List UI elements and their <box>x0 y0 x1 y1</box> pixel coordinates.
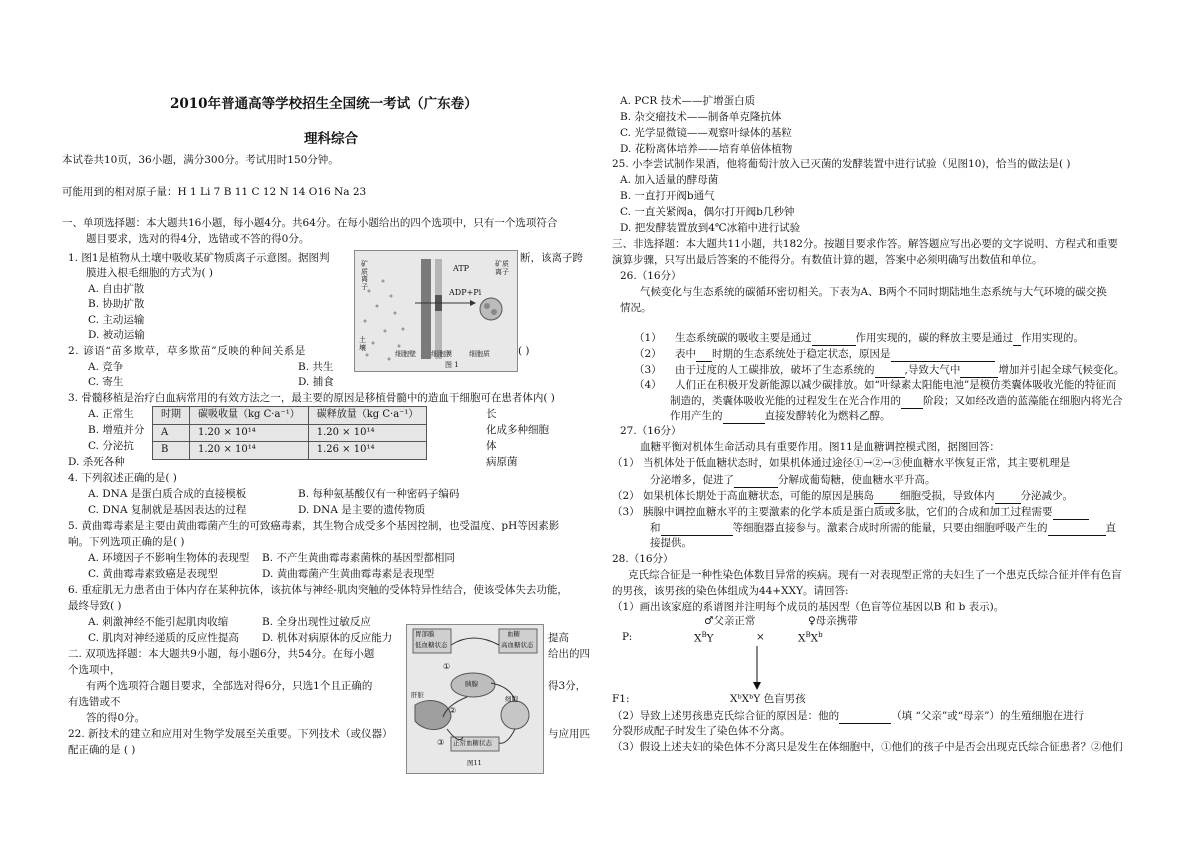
carbon-exchange-table <box>152 406 427 460</box>
q26-item-4-cont2 <box>670 408 891 424</box>
pedigree-father-genotype: $X^BY$ <box>694 631 714 645</box>
answer-blank[interactable] <box>1013 330 1021 346</box>
item-text: 和 <box>650 522 661 534</box>
item-text: 人们正在积极开发新能源以减少碳排放。如“叶绿素太阳能电池”是模仿类囊体吸收光能的特征而 <box>675 379 1117 391</box>
q1-option-d: D. 被动运输 <box>88 329 145 341</box>
q6-option-d: D. 机体对病原体的反应能力 <box>262 632 393 644</box>
section-2-header: 二. 双项选择题：本大题共9小题，每小题6分，共54分。在每小题 <box>68 648 375 660</box>
q25-option-d: D. 把发酵装置放到4℃冰箱中进行试验 <box>620 222 801 234</box>
item-text: 直接发酵转化为燃料乙醇。 <box>764 410 891 422</box>
q22-stem: 22. 新技术的建立和应用对生物学发展至关重要。下列技术（或仪器） <box>68 728 393 740</box>
item-text: （2）导致上述男孩患克氏综合征的原因是：他的 <box>612 710 840 722</box>
q27-part-2 <box>612 488 1073 504</box>
q26-item-2 <box>634 346 995 362</box>
table-header-row <box>153 407 427 425</box>
pedigree-father-label: ♂父亲正常 <box>704 615 756 627</box>
q4-option-d: D. DNA 是主要的遗传物质 <box>298 504 426 516</box>
q2-bracket: ( ) <box>518 345 530 357</box>
table-cell: 1.20 × 10¹⁴ <box>308 424 427 442</box>
q1-stem-tail: 断，该离子跨 <box>520 252 583 264</box>
fig11-route-2: ② <box>449 706 457 715</box>
section-1-header: 一、单项选择题：本大题共16小题，每小题4分。共64分。在每小题给出的四个选项中，只有一个选项符合 <box>62 217 558 229</box>
q2-stem: 2. 谚语“苗多欺草，草多欺苗”反映的种间关系是 <box>68 345 306 357</box>
section-2-header-2: 个选项中， <box>68 664 121 676</box>
q1-stem-cont: 膜进入根毛细胞的方式为( ) <box>86 267 214 279</box>
item-text: 时期的生态系统处于稳定状态，原因是 <box>712 348 891 360</box>
answer-blank[interactable] <box>960 362 998 378</box>
fig11-caption: 图11 <box>467 759 482 767</box>
answer-blank[interactable] <box>812 330 856 346</box>
q2-option-c: C. 寄生 <box>88 376 124 388</box>
q26-intro-cont: 情况。 <box>620 302 652 314</box>
fig1-label-adp: ADP+Pi <box>449 288 482 297</box>
q3-option-b: B. 增殖并分 <box>88 424 145 436</box>
paper-subtitle: 理科综合 <box>304 131 358 147</box>
q25-option-c: C. 一直关紧阀a，偶尔打开阀b几秒钟 <box>620 206 795 218</box>
q27-part-1: （1） 当机体处于低血糖状态时，如果机体通过途径①→②→③使血糖水平恢复正常，其主要机理是 <box>612 457 1071 469</box>
atomic-mass-line: 可能用到的相对原子量：H 1 Li 7 B 11 C 12 N 14 O16 Na 23 <box>62 186 367 198</box>
section-2-header-3: 有两个选项符合题目要求，全部选对得6分，只选1个且正确的 <box>86 680 373 692</box>
q28-part-2 <box>612 708 1084 724</box>
fig1-label-soil: 土壤 <box>359 336 366 352</box>
q26-item-3 <box>634 362 1124 378</box>
q5-stem-cont: 响。下列选项正确的是( ) <box>68 536 185 548</box>
q26-header: 26.（16分） <box>620 270 682 282</box>
q4-stem: 4. 下列叙述正确的是( ) <box>68 472 177 484</box>
q28-part-2-cont: 分裂形成配子时发生了染色体不分离。 <box>612 725 791 737</box>
q22-option-c: C. 光学显微镜——观察叶绿体的基粒 <box>620 127 792 139</box>
fig1-label-cell-wall: 细胞壁 <box>395 350 416 358</box>
q3-option-d-tail: 病原菌 <box>486 456 518 468</box>
q3-option-b-tail: 化成多种细胞 <box>486 424 549 436</box>
table-cell: 1.20 × 10¹⁴ <box>190 424 309 442</box>
fig1-label-cell-membrane: 细胞膜 <box>431 350 452 358</box>
item-text: 生态系统碳的吸收主要是通过 <box>675 332 812 344</box>
fig11-label-liver: 肝脏 <box>411 691 424 699</box>
fig1-caption: 图 1 <box>445 361 459 369</box>
section-2-header-tail: 给出的四 <box>548 648 590 660</box>
q26-item-1 <box>634 330 1084 346</box>
q1-stem: 1. 图1是植物从土壤中吸收某矿物质离子示意图。据图判 <box>68 252 330 264</box>
item-number: （3） <box>634 364 662 376</box>
section-1-header-cont: 题目要求，选对的得4分，选错或不答的得0分。 <box>86 233 310 245</box>
item-text: 由于过度的人工碳排放，破坏了生态系统的 <box>675 364 875 376</box>
intro-text: 本试卷共10页，36小题，满分300分。考试用时150分钟。 <box>62 154 339 166</box>
q3-option-c-tail: 体 <box>486 440 497 452</box>
q6-stem-cont: 最终导致( ) <box>68 600 122 612</box>
answer-blank[interactable] <box>875 362 905 378</box>
table-cell: B <box>153 442 190 460</box>
answer-blank[interactable] <box>891 346 995 362</box>
q3-option-a: A. 正常生 <box>88 408 134 420</box>
q5-option-c: C. 黄曲霉毒素致癌是表现型 <box>88 568 218 580</box>
answer-blank[interactable] <box>661 520 733 536</box>
item-text: 细胞受损，导致体内 <box>900 490 995 502</box>
pedigree-mother-genotype: $X^BX^b$ <box>798 631 823 645</box>
q27-part-1-cont <box>650 472 936 488</box>
q28-part-1: （1）画出该家庭的系谱图并注明每个成员的基因型（色盲等位基因以B 和 b 表示)。 <box>612 601 1005 613</box>
table-cell: 1.26 × 10¹⁴ <box>308 442 427 460</box>
answer-blank[interactable] <box>901 393 923 409</box>
q1-option-b: B. 协助扩散 <box>88 298 145 310</box>
item-text: 表中 <box>675 348 697 360</box>
q6-option-c: C. 肌肉对神经递质的反应性提高 <box>88 632 239 644</box>
section-2-header-3-tail: 得3分， <box>548 680 587 692</box>
q27-part-3-cont <box>650 520 1116 536</box>
item-text: （3） 胰腺中调控血糖水平的主要激素的化学本质是蛋白质或多肽，它们的合成和加工过程需要 <box>612 506 1053 518</box>
item-text: 制造的，类囊体吸收光能的过程发生在光合作用的 <box>670 395 901 407</box>
q27-header: 27.（16分） <box>620 425 682 437</box>
item-text: 分解成葡萄糖，使血糖水平升高。 <box>778 474 936 486</box>
q3-stem: 3. 骨髓移植是治疗白血病常用的有效方法之一，最主要的原因是移植骨髓中的造血干细胞可在患者体内( ) <box>68 392 555 404</box>
q4-option-c: C. DNA 复制就是基因表达的过程 <box>88 504 247 516</box>
q1-option-a: A. 自由扩散 <box>88 283 145 295</box>
table-cell: A <box>153 424 190 442</box>
q28-part-3: （3）假设上述夫妇的染色体不分离只是发生在体细胞中，①他们的孩子中是否会出现克氏综合征患者？②他们 <box>612 741 1123 753</box>
item-text: 作用实现的。 <box>1021 332 1085 344</box>
fig1-label-cytoplasm: 细胞质 <box>469 350 490 358</box>
q3-option-d: D. 杀死各种 <box>68 456 125 468</box>
q26-intro: 气候变化与生态系统的碳循环密切相关。下表为A、B两个不同时期陆地生态系统与大气环境的碳交换 <box>640 286 1107 298</box>
item-text: 作用产生的 <box>670 410 723 422</box>
q2-option-b: B. 共生 <box>298 361 334 373</box>
pedigree-cross: × <box>756 631 765 643</box>
q28-intro-cont: 的男孩，该男孩的染色体组成为44+XXY。请回答: <box>612 585 849 597</box>
fig11-label-stomach: 胃部膜 <box>415 630 435 638</box>
q5-option-d: D. 黄曲霉菌产生黄曲霉毒素是表现型 <box>262 568 435 580</box>
item-text: 作用实现的，碳的释放主要是通过 <box>855 332 1014 344</box>
item-text: 等细胞器直接参与。激素合成时所需的能量，只要由细胞呼吸产生的 <box>732 522 1048 534</box>
q22-option-b: B. 杂交瘤技术——制备单克隆抗体 <box>620 111 782 123</box>
fig1-label-atp: ATP <box>453 264 470 273</box>
q2-option-d: D. 捕食 <box>298 376 334 388</box>
item-text: ,导致大气中 <box>904 364 961 376</box>
q28-intro: 克氏综合征是一种性染色体数目异常的疾病。现有一对表现型正常的夫妇生了一个患克氏综合征并伴有色盲 <box>628 569 1122 581</box>
fig11-route-3: ③ <box>437 738 445 747</box>
q25-stem: 25. 小李尝试制作果酒，他将葡萄汁放入已灭菌的发酵装置中进行试验（见图10)，恰当的做法是( ) <box>612 158 1071 170</box>
answer-blank[interactable] <box>723 408 765 424</box>
item-text: 分泌减少。 <box>1020 490 1074 502</box>
fig11-label-low-glucose: 低血糖状态 <box>415 641 448 649</box>
table-row <box>153 442 427 460</box>
item-text: （填 “父亲”或“母亲”）的生殖细胞在进行 <box>891 710 1084 722</box>
q5-stem: 5. 黄曲霉毒素是主要由黄曲霉菌产生的可致癌毒素，其生物合成受多个基因控制，也受温度、pH等因素影 <box>68 520 560 532</box>
item-number: （4） <box>634 379 662 391</box>
table-cell: 1.20 × 10¹⁴ <box>190 442 309 460</box>
figure-11 <box>406 624 544 774</box>
pedigree-p-label: P: <box>622 631 633 643</box>
table-header-absorb: 碳吸收量（kg C·a⁻¹） <box>190 407 309 425</box>
q6-option-a: A. 刺激神经不能引起肌肉收缩 <box>88 616 229 628</box>
q3-option-c: C. 分泌抗 <box>88 440 134 452</box>
pedigree-f1-label: F1: <box>612 693 630 705</box>
fig11-label-high-glucose: 高血糖状态 <box>501 641 534 649</box>
q22-stem-cont: 配正确的是 ( ) <box>68 744 136 756</box>
pedigree-child: XᵇXᵇY 色盲男孩 <box>730 693 806 705</box>
fig11-route-1: ① <box>443 662 451 671</box>
q6-option-b: B. 全身出现性过敏反应 <box>262 616 371 628</box>
section-2-header-4: 有选错或不 <box>68 696 121 708</box>
item-number: （1） <box>634 332 662 344</box>
answer-blank[interactable] <box>734 472 778 488</box>
q4-option-a: A. DNA 是蛋白质合成的直接模板 <box>88 488 247 500</box>
q6-option-d-tail: 提高 <box>548 632 569 644</box>
q28-header: 28.（16分） <box>612 553 674 565</box>
answer-blank[interactable] <box>1053 504 1089 520</box>
q26-item-4 <box>634 378 1116 393</box>
q25-option-b: B. 一直打开阀b通气 <box>620 190 715 202</box>
answer-blank[interactable] <box>839 708 891 724</box>
answer-blank[interactable] <box>995 488 1021 504</box>
pedigree-arrow <box>751 646 763 690</box>
table-header-period: 时期 <box>153 407 190 425</box>
figure-1 <box>354 250 518 372</box>
q1-option-c: C. 主动运输 <box>88 314 145 326</box>
q26-item-4-cont <box>670 393 1123 409</box>
answer-blank[interactable] <box>696 346 712 362</box>
fig11-label-pancreas: 胰腺 <box>465 680 478 688</box>
q22-option-d: D. 花粉离体培养——培育单倍体植物 <box>620 143 793 155</box>
q6-stem: 6. 重症肌无力患者由于体内存在某种抗体，该抗体与神经-肌肉突触的受体特异性结合，使该受体失去功能， <box>68 584 568 596</box>
answer-blank[interactable] <box>1048 520 1106 536</box>
item-text: （2） 如果机体长期处于高血糖状态，可能的原因是胰岛 <box>612 490 875 502</box>
item-number: （2） <box>634 348 662 360</box>
q3-option-a-tail: 长 <box>486 408 497 420</box>
carbon-table-wrap <box>152 406 427 460</box>
fig11-label-glucose: 血糖 <box>507 630 520 638</box>
q25-option-a: A. 加入适量的酵母菌 <box>620 174 719 186</box>
fig1-label-ion-right: 矿质离子 <box>495 260 509 276</box>
q22-stem-tail: 与应用匹 <box>548 728 590 740</box>
fig1-label-ion-left: 矿质离子 <box>361 260 368 292</box>
q27-part-3 <box>612 504 1089 520</box>
pedigree-mother-label: ♀母亲携带 <box>808 615 858 627</box>
q5-option-b: B. 不产生黄曲霉毒素菌株的基因型都相同 <box>262 552 455 564</box>
item-text: 分泌增多，促进了 <box>650 474 734 486</box>
q5-option-a: A. 环境因子不影响生物体的表现型 <box>88 552 250 564</box>
q22-option-a: A. PCR 技术——扩增蛋白质 <box>620 95 756 107</box>
q27-intro: 血糖平衡对机体生命活动具有重要作用。图11是血糖调控模式图，据图回答： <box>640 441 1000 453</box>
item-text: 增加并引起全球气候变化。 <box>998 364 1125 376</box>
table-header-release: 碳释放量（kg C·a⁻¹） <box>308 407 427 425</box>
fig11-label-normal: 正常血糖状态 <box>453 739 492 747</box>
table-row <box>153 424 427 442</box>
answer-blank[interactable] <box>874 488 900 504</box>
item-text: 直 <box>1105 522 1116 534</box>
paper-title: 2010年普通高等学校招生全国统一考试（广东卷） <box>170 96 478 112</box>
q27-part-3-cont2: 接提供。 <box>650 537 692 549</box>
section-2-header-5: 答的得0分。 <box>86 712 146 724</box>
item-text: 阶段；又如经改造的蓝藻能在细胞内将光合 <box>923 395 1123 407</box>
section-3-header: 三、非选择题：本大题共11小题，共182分。按题目要求作答。解答题应写出必要的文字说明、方程式和重要 <box>612 238 1118 250</box>
q2-option-a: A. 竞争 <box>88 361 124 373</box>
fig11-label-cells: 细胞 <box>505 695 518 703</box>
q4-option-b: B. 每种氨基酸仅有一种密码子编码 <box>298 488 460 500</box>
section-3-header-cont: 演算步骤，只写出最后答案的不能得分。有数值计算的题，答案中必须明确写出数值和单位。 <box>612 254 1043 266</box>
